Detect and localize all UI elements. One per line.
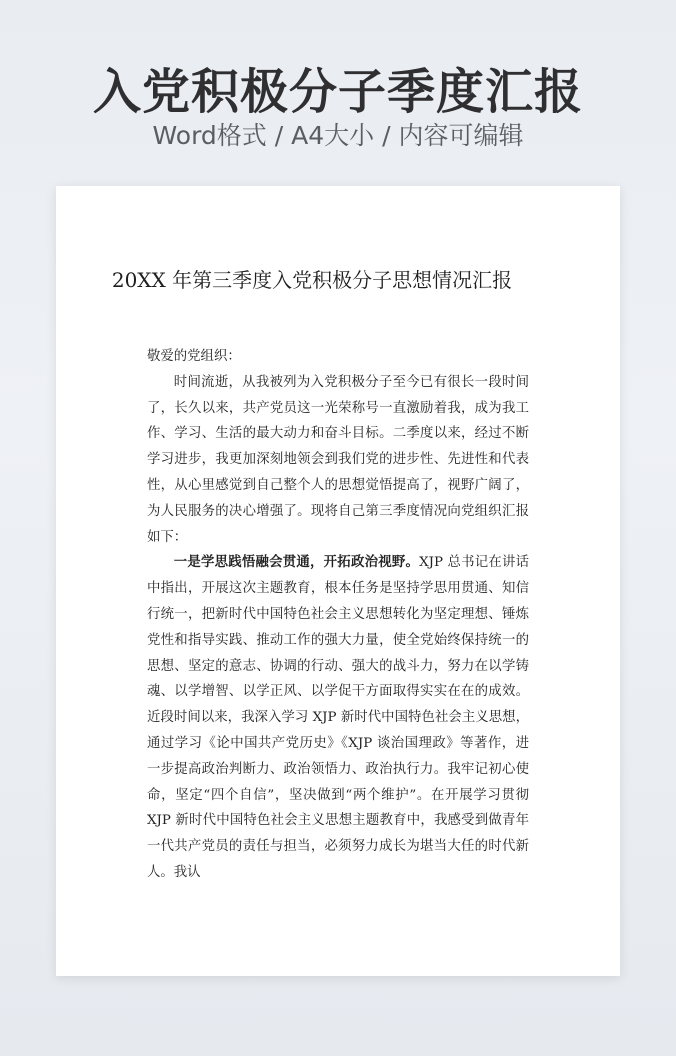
salutation: 敬爱的党组织： bbox=[147, 349, 241, 364]
document-body bbox=[147, 344, 529, 886]
paragraph-section-1 bbox=[147, 550, 529, 885]
section-1-heading: 一是学思践悟融会贯通，开拓政治视野。 bbox=[173, 554, 420, 571]
banner-title: 入党积极分子季度汇报 bbox=[92, 64, 583, 120]
section-1-text: XJP 总书记在讲话中指出，开展这次主题教育，根本任务是坚持学思用贯通、知信行统一，把新时代中国特色社会主义思想转化为坚定理想、锤炼党性和指导实践、推动工作的强大力量，使全党始终保持统一的思想、坚定的意志、协调的行动、强大的战斗力，努力在以学铸魂、以学增智、以学正风、以学促干方面取得实实在在的成效。近段时间以来，我深入学习 XJP 新时代中国特色社会主义思想，通过学习《论中国共产党历史》《XJP 谈治国理政》等著作，进一步提高政治判断力、政治领悟力、政治执行力。我牢记初心使命，坚定“四个自信”，坚决做到“两个维护”。在开展学习贯彻 XJP 新时代中国特色社会主义思想主题教育中，我感受到做青年一代共产党员的责任与担当，必须努力成长为堪当大任的时代新人。我认 bbox=[147, 555, 530, 880]
paragraph-intro: 时间流逝，从我被列为入党积极分子至今已有很长一段时间了，长久以来，共产党员这一光荣称号一直激励着我，成为我工作、学习、生活的最大动力和奋斗目标。二季度以来，经过不断学习进步，我更加深刻地领会到我们党的进步性、先进性和代表性，从心里感觉到自己整个人的思想觉悟提高了，视野广阔了，为人民服务的决心增强了。现将自己第三季度情况向党组织汇报如下： bbox=[147, 374, 529, 545]
banner-subtitle: Word格式 / A4大小 / 内容可编辑 bbox=[152, 121, 524, 150]
document-title: 20XX 年第三季度入党积极分子思想情况汇报 bbox=[111, 268, 513, 292]
